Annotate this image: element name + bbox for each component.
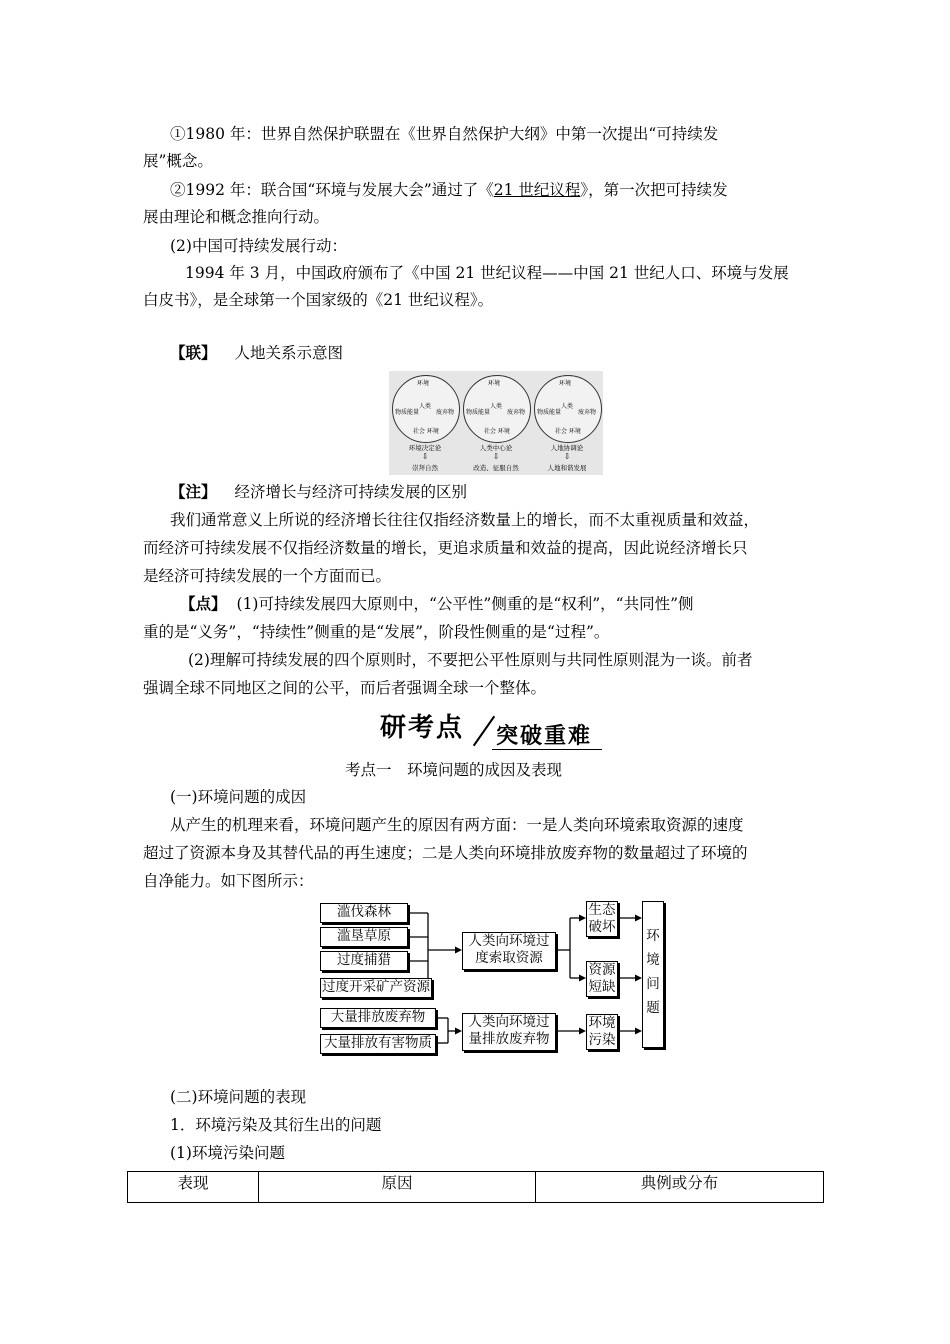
section-title: 考点一 环境问题的成因及表现 <box>345 761 563 779</box>
effect-resource-shortage: 资源短缺 <box>586 961 618 997</box>
para-1980-line2: 展”概念。 <box>143 152 213 170</box>
caption-human-centered: 人类中心论 <box>479 444 513 452</box>
arrow-down-icon: ⇩ <box>492 452 500 461</box>
arrow-down-icon: ⇩ <box>421 452 429 461</box>
cause-grassland-reclaim: 滥垦草原 <box>320 927 408 947</box>
dian-line2: 重的是“义务”，“持续性”侧重的是“发展”，阶段性侧重的是“过程”。 <box>143 623 610 641</box>
lian-note: 【联】 人地关系示意图 <box>170 343 344 362</box>
zhu-note-heading: 【注】 经济增长与经济可持续发展的区别 <box>170 482 468 501</box>
effect-eco-damage: 生态破坏 <box>586 901 618 937</box>
para-1994-line1: 1994 年 3 月，中国政府颁布了《中国 21 世纪议程——中国 21 世纪人口、环境与发展 <box>185 264 789 282</box>
caption-coordination: 人地协调论 <box>550 444 584 452</box>
para-1980-line1: ①1980 年：世界自然保护联盟在《世界自然保护大纲》中第一次提出“可持续发 <box>170 125 719 143</box>
result-coordination: 人地和谐发展 <box>547 464 587 472</box>
banner-left-text: 研考点 <box>380 713 465 743</box>
col-header-manifestation: 表现 <box>128 1172 259 1203</box>
circle-environmental-determinism: 环境 人类 物质能量 废弃物 社会 环境 <box>392 375 460 443</box>
circle-coordination: 环境 人类 物质能量 废弃物 社会 环境 <box>534 375 602 443</box>
agenda21-underline: 21 世纪议程 <box>493 181 581 199</box>
cause-deforestation: 滥伐森林 <box>320 903 408 923</box>
para-1994-line2: 白皮书》，是全球第一个国家级的《21 世纪议程》。 <box>143 291 494 309</box>
circle-human-centered: 环境 人类 物质能量 废弃物 社会 环境 <box>463 375 531 443</box>
item1a-heading: (1)环境污染问题 <box>170 1144 285 1162</box>
zhu-line2: 而经济可持续发展不仅指经济数量的增长，更追求质量和效益的提高，因此说经济增长只 <box>143 539 748 557</box>
col-header-examples: 典例或分布 <box>536 1172 824 1203</box>
zhu-line1: 我们通常意义上所说的经济增长往往仅指经济数量上的增长，而不太重视质量和效益， <box>170 511 760 529</box>
caption-determinism: 环境决定论 <box>408 444 442 452</box>
mid-overemit-waste: 人类向环境过量排放废弃物 <box>462 1013 556 1051</box>
section-line1: 从产生的机理来看，环境问题产生的原因有两方面：一是人类向环境索取资源的速度 <box>170 816 744 834</box>
table-header-row <box>128 1172 824 1203</box>
effect-pollution: 环境污染 <box>586 1014 618 1050</box>
cause-overhunting: 过度捕猎 <box>320 951 408 971</box>
para-1992-line2: 展由理论和概念推向行动。 <box>143 208 330 226</box>
item1-heading: 1．环境污染及其衍生出的问题 <box>170 1116 382 1134</box>
banner-right-text: 突破重难 <box>496 724 593 749</box>
section-line3: 自净能力。如下图所示： <box>143 872 314 890</box>
emit-harmful: 大量排放有害物质 <box>320 1034 436 1054</box>
para-1992-line1: ②1992 年：联合国“环境与发展大会”通过了《21 世纪议程》，第一次把可持续发 <box>170 181 728 199</box>
final-environment-problem: 环境问题 <box>642 901 664 1048</box>
result-human-centered: 改造、征服自然 <box>473 464 519 472</box>
pollution-table <box>127 1171 824 1203</box>
section-line2: 超过了资源本身及其替代品的再生速度；二是人类向环境排放废弃物的数量超过了环境的 <box>143 844 748 862</box>
para-china-heading: (2)中国可持续发展行动： <box>170 237 347 255</box>
result-determinism: 崇拜自然 <box>412 464 438 472</box>
cause-overmining: 过度开采矿产资源 <box>320 978 432 998</box>
col-header-cause: 原因 <box>259 1172 536 1203</box>
dian-line3: (2)理解可持续发展的四个原则时，不要把公平性原则与共同性原则混为一谈。前者 <box>188 651 753 669</box>
emit-waste: 大量排放废弃物 <box>320 1008 436 1028</box>
section-sub2: (二)环境问题的表现 <box>170 1088 307 1106</box>
dian-line4: 强调全球不同地区之间的公平，而后者强调全球一个整体。 <box>143 679 547 697</box>
section-sub1: (一)环境问题的成因 <box>170 788 307 806</box>
dian-line1: 【点】 (1)可持续发展四大原则中，“公平性”侧重的是“权利”，“共同性”侧 <box>180 594 694 613</box>
zhu-line3: 是经济可持续发展的一个方面而已。 <box>143 567 392 585</box>
arrow-down-icon: ⇩ <box>563 452 571 461</box>
mid-overtake-resources: 人类向环境过度索取资源 <box>462 932 556 970</box>
